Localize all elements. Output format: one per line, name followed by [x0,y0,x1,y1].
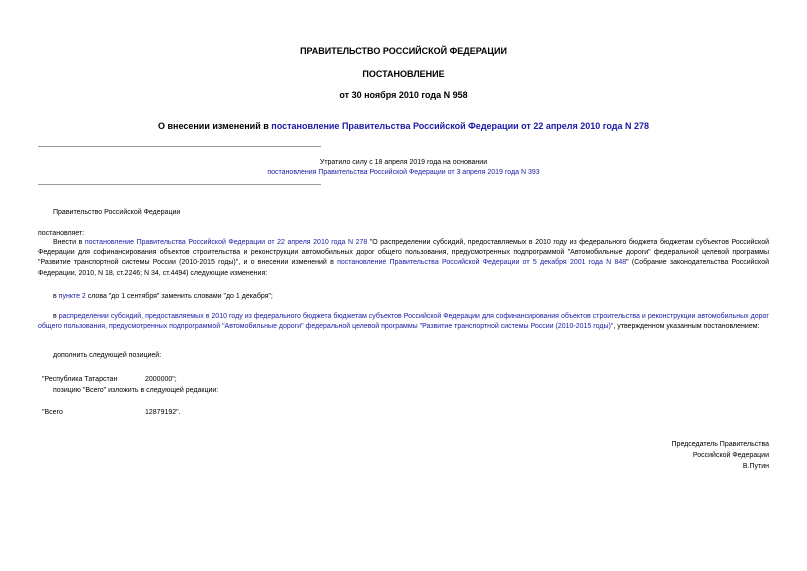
notice-top-rule [38,146,321,147]
paragraph-3 [38,312,769,332]
notice-link[interactable]: постановления Правительства Российской Федерации от 3 апреля 2019 года N 393 [267,169,540,176]
p3-link-distribution[interactable]: распределении субсидий, предоставляемых в 2010 году из федерального бюджета бюджетам субъектов Российской Федерации для софинансирования объектов строительства и реконструкции автомобильных дорог общего пользования, предусмотренных подпрограммой "Автомобильные дороги" федеральной целевой программы "Развитие транспортной системы России (2010-2015 годы)" [38,313,769,331]
row-tatarstan-name: "Республика Татарстан [42,376,118,383]
resolves-line: постановляет: [38,230,85,237]
p2-start: в [53,293,59,300]
paragraph-5: позицию "Всего" изложить в следующей редакции: [53,387,219,394]
signature-name: В.Путин [742,463,769,470]
row-total-value: 12879192". [145,409,181,416]
p1-end: " (Собрание законодательства Российской Федерации, 2010, N 18, ст.2246; N 34, ст.4494) следующие изменения: [38,259,769,277]
notice-line-1: Утратило силу с 18 апреля 2019 года на основании [319,159,488,166]
p1-link-278[interactable]: постановление Правительства Российской Федерации от 22 апреля 2010 года N 278 [84,239,368,246]
signature-title: Председатель Правительства [671,441,769,448]
p1-start: Внести в [53,239,85,246]
date-number-heading: от 30 ноября 2010 года N 958 [339,90,468,100]
signature-org: Российской Федерации [692,452,769,459]
p2-link-point-2[interactable]: пункте 2 [58,293,86,300]
row-tatarstan-value: 2000000"; [145,376,177,383]
row-total-name: "Всего [42,409,63,416]
p1-link-848[interactable]: постановление Правительства Российской Федерации от 5 декабря 2001 года N 848 [337,259,627,267]
government-heading: ПРАВИТЕЛЬСТВО РОССИЙСКОЙ ФЕДЕРАЦИИ [300,46,507,56]
p3-start: в [53,313,59,320]
government-line: Правительство Российской Федерации [53,209,181,216]
paragraph-4: дополнить следующей позицией: [53,352,162,359]
p2-end: слова "до 1 сентября" заменить словами "до 1 декабря"; [85,293,273,300]
title-link[interactable]: постановление Правительства Российской Федерации от 22 апреля 2010 года N 278 [271,121,650,131]
paragraph-2 [53,292,273,302]
title-prefix: О внесении изменений в [157,121,272,131]
document-type-heading: ПОСТАНОВЛЕНИЕ [362,69,445,79]
p3-end: , утвержденном указанным постановлением: [613,323,760,331]
p1-quote: "О распределении субсидий, предоставляемых в 2010 году из федерального бюджета бюджетам субъектов Российской Федерации для софинансирования объектов строительства и реконструкции автомобильных дорог общего пользования, предусмотренных подпрограммой "Автомобильные дороги" федеральной целевой программы "Развитие транспортной системы России (2010-2015 годы)", и о внесении изменений в [38,239,769,267]
paragraph-1 [38,238,769,279]
document-title [0,121,807,131]
notice-bottom-rule [38,184,321,185]
